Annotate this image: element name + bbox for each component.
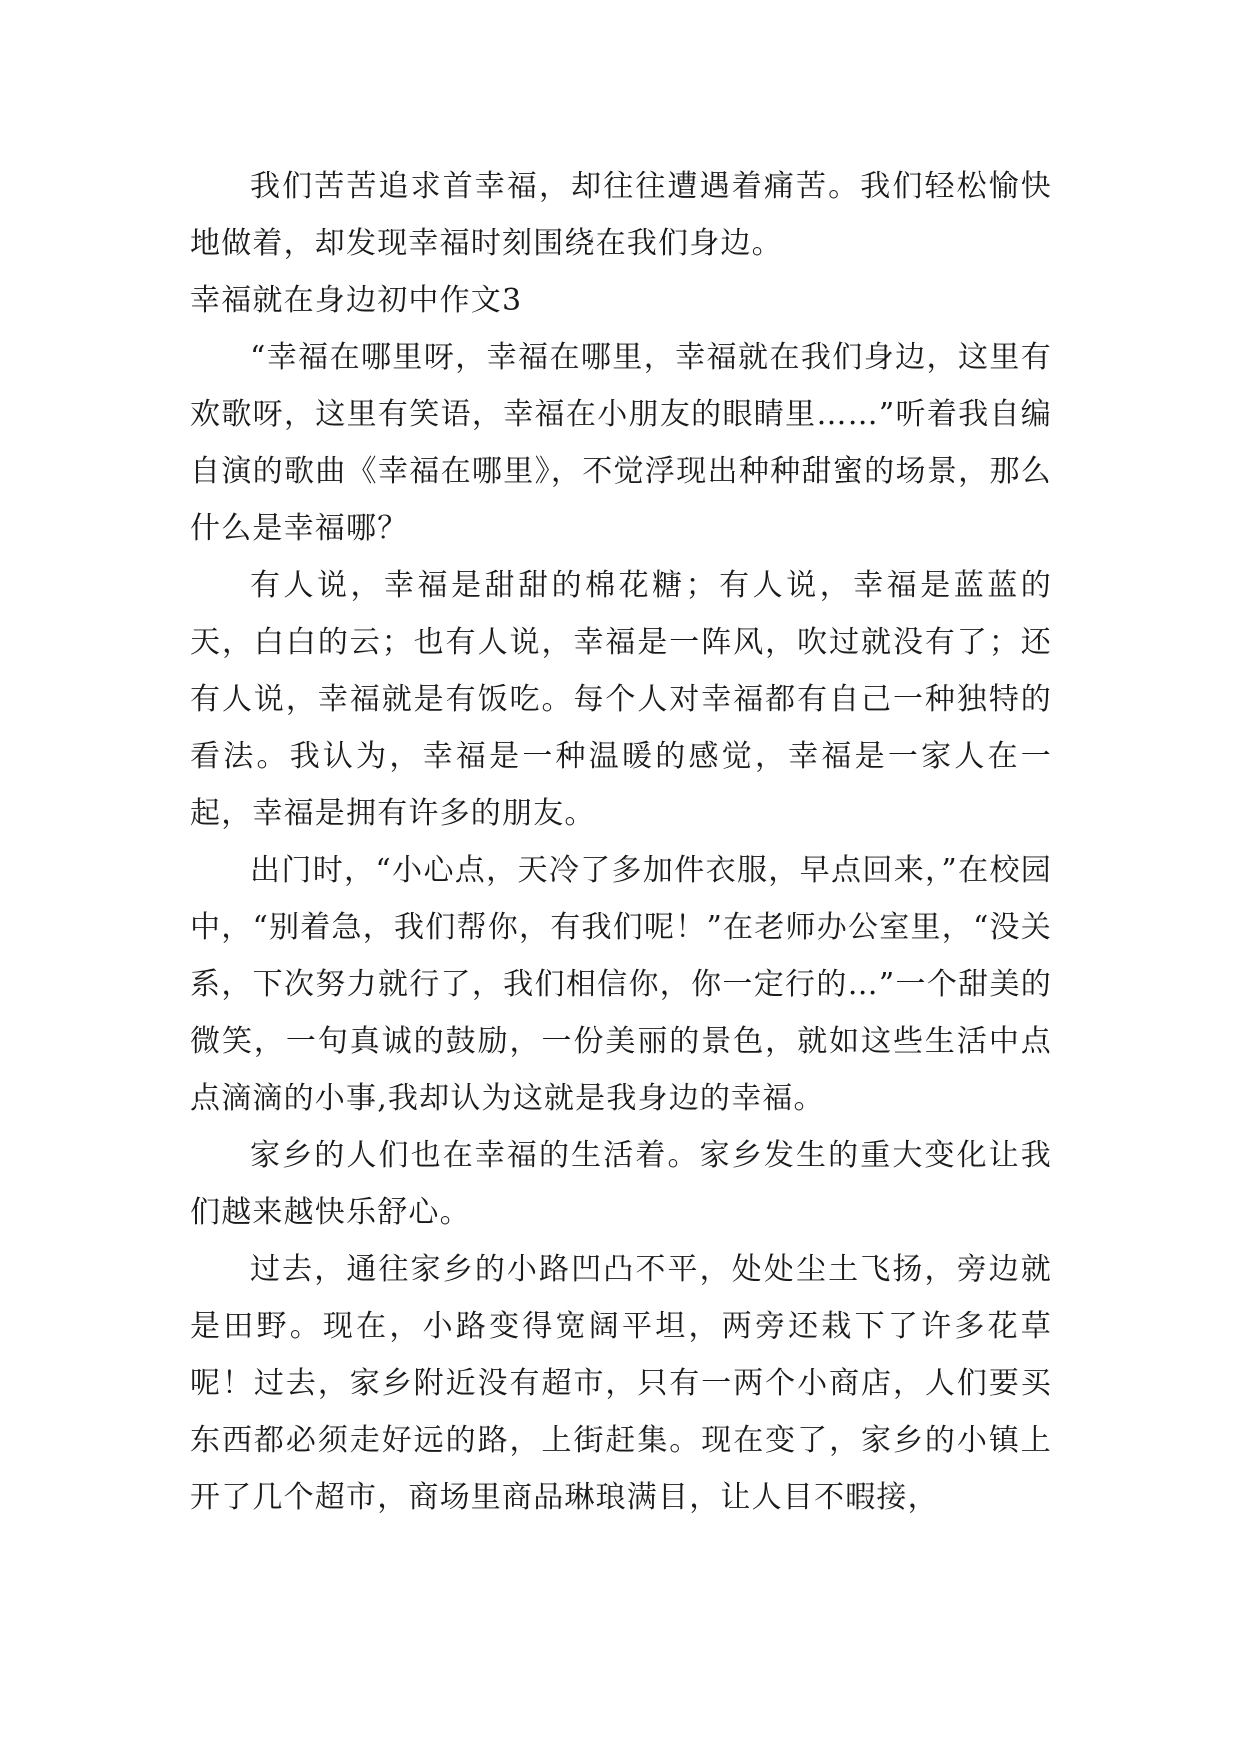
section-heading: 幸福就在身边初中作文3 xyxy=(190,283,523,318)
paragraph-2: “幸福在哪里呀，幸福在哪里，幸福就在我们身边，这里有欢歌呀，这里有笑语，幸福在小朋友的眼睛里……”听着我自编自演的歌曲《幸福在哪里》，不觉浮现出种种甜蜜的场景，那么什么是幸福哪？ xyxy=(190,340,1052,546)
paragraph-4: 出门时，“小心点，天冷了多加件衣服，早点回来，”在校园中，“别着急，我们帮你，有我们呢！”在老师办公室里，“没关系，下次努力就行了，我们相信你，你一定行的…”一个甜美的微笑，一句真诚的鼓励，一份美丽的景色，就如这些生活中点点滴滴的小事,我却认为这就是我身边的幸福。 xyxy=(190,853,1052,1116)
paragraph-5: 家乡的人们也在幸福的生活着。家乡发生的重大变化让我们越来越快乐舒心。 xyxy=(190,1138,1052,1230)
paragraph-6: 过去，通往家乡的小路凹凸不平，处处尘土飞扬，旁边就是田野。现在，小路变得宽阔平坦，两旁还栽下了许多花草呢！过去，家乡附近没有超市，只有一两个小商店，人们要买东西都必须走好远的路，上街赶集。现在变了，家乡的小镇上开了几个超市，商场里商品琳琅满目，让人目不暇接， xyxy=(190,1252,1052,1515)
paragraph-1: 我们苦苦追求首幸福，却往往遭遇着痛苦。我们轻松愉快地做着，却发现幸福时刻围绕在我们身边。 xyxy=(190,169,1052,261)
paragraph-3: 有人说，幸福是甜甜的棉花糖；有人说，幸福是蓝蓝的天，白白的云；也有人说，幸福是一阵风，吹过就没有了；还有人说，幸福就是有饭吃。每个人对幸福都有自己一种独特的看法。我认为，幸福是一种温暖的感觉，幸福是一家人在一起，幸福是拥有许多的朋友。 xyxy=(190,568,1052,831)
document-body xyxy=(190,158,1052,1526)
